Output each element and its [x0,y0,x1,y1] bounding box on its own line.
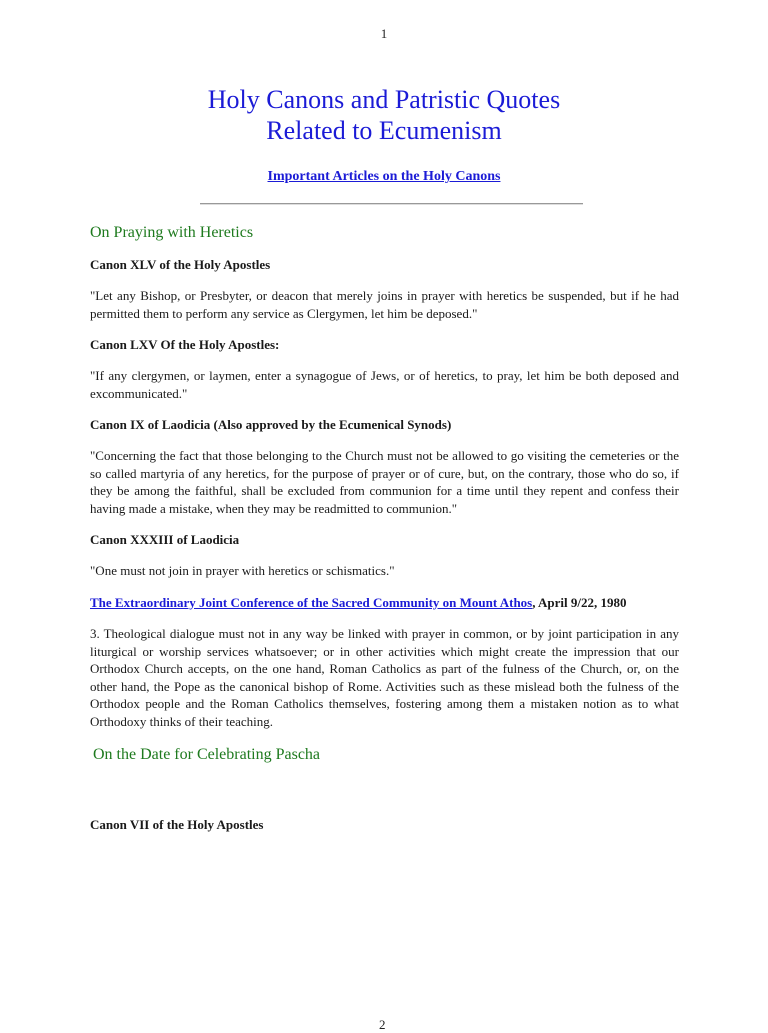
canon-heading: Canon IX of Laodicia (Also approved by the Ecumenical Synods) [90,417,452,432]
canon-heading: Canon VII of the Holy Apostles [90,817,264,832]
canon-heading: Canon XLV of the Holy Apostles [90,257,271,272]
athos-conference-link[interactable]: The Extraordinary Joint Conference of the Sacred Community on Mount Athos [90,594,533,610]
canon-text: "Concerning the fact that those belonging to the Church must not be allowed to go visiting the cemeteries or the so called martyria of any heretics, for the purpose of prayer or of cure, but, on the contrary, those who do so, if they be among the faithful, shall be excluded from communion for a time until they repent and confess their having made a mistake, when they may be readmitted to communion." [90,448,679,516]
next-page-number: 2 [379,1017,386,1032]
document-body [90,222,679,847]
canon-heading: Canon XXXIII of Laodicia [90,532,240,547]
title-line-2: Related to Ecumenism [266,116,502,145]
section-heading-praying: On Praying with Heretics [90,224,254,241]
athos-text: 3. Theological dialogue must not in any way be linked with prayer in common, or by joint participation in any liturgical or worship services whatsoever; or in other activities which might create the impression that our Orthodox Church accepts, on the one hand, Roman Catholics as part of the fulness of the Church, or, on the other hand, the Pope as the canonical bishop of Rome. Activities such as these mislead both the fulness of the Orthodox people and the Roman Catholics themselves, fostering among them a mistaken notion as to what Orthodoxy thinks of their teaching. [90,626,679,729]
canon-text: "Let any Bishop, or Presbyter, or deacon that merely joins in prayer with heretics be suspended, but if he had permitted them to perform any service as Clergymen, let him be deposed." [90,288,679,321]
canon-text: "One must not join in prayer with heretics or schismatics." [90,563,395,578]
horizontal-rule [200,203,583,205]
spacer [90,778,679,816]
canon-text: "If any clergymen, or laymen, enter a synagogue of Jews, or of heretics, to pray, let him be both deposed and excommunicated." [90,368,679,401]
document-title [0,84,768,146]
canon-heading: Canon LXV Of the Holy Apostles: [90,337,280,352]
athos-date: , April 9/22, 1980 [532,594,627,610]
title-line-1: Holy Canons and Patristic Quotes [207,85,561,114]
important-articles-link[interactable]: Important Articles on the Holy Canons [267,169,501,184]
page-number: 1 [380,26,388,41]
section-heading-pascha: On the Date for Celebrating Pascha [93,746,321,763]
athos-reference [90,594,679,612]
